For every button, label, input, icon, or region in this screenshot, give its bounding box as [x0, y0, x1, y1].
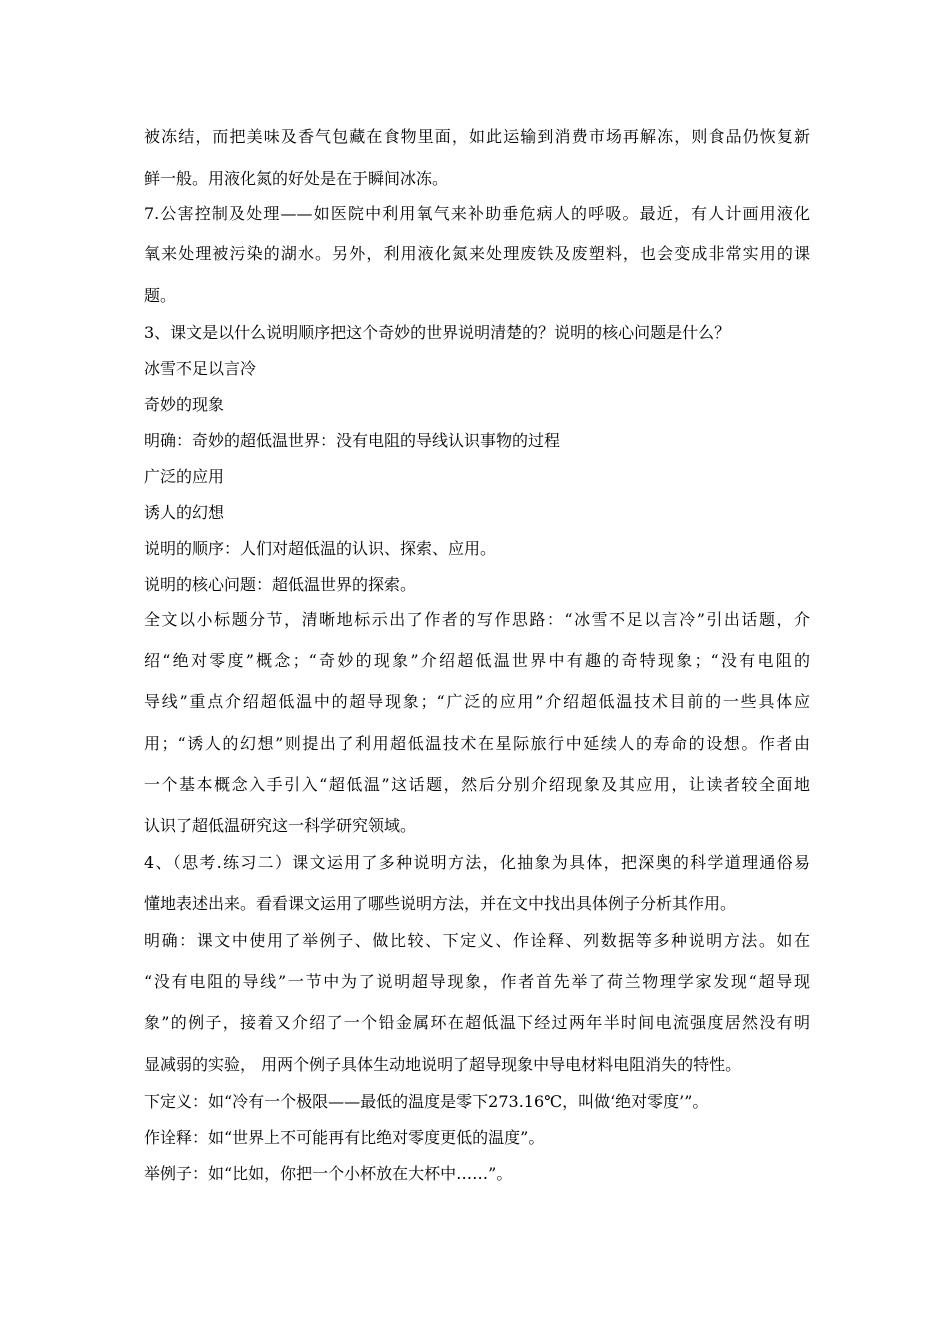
- text-line: 懂地表述出来。看看课文运用了哪些说明方法，并在文中找出具体例子分析其作用。: [144, 894, 737, 913]
- text-line: 7.公害控制及处理——如医院中利用氧气来补助垂危病人的呼吸。最近，有人计画用液化: [144, 204, 810, 223]
- text-line: 冰雪不足以言冷: [144, 359, 257, 378]
- text-line: 全文以小标题分节，清晰地标示出了作者的写作思路：“冰雪不足以言冷”引出话题，介: [144, 610, 810, 629]
- text-line: 氧来处理被污染的湖水。另外，利用液化氮来处理废铁及废塑料，也会变成非常实用的课: [144, 244, 810, 263]
- text-line: 认识了超低温研究这一科学研究领域。: [144, 816, 417, 835]
- text-line: 4、（思考.练习二）课文运用了多种说明方法，化抽象为具体，把深奥的科学道理通俗易: [144, 853, 810, 872]
- text-line: 说明的顺序：人们对超低温的认识、探索、应用。: [144, 539, 497, 558]
- text-line: 显减弱的实验， 用两个例子具体生动地说明了超导现象中导电材料电阻消失的特性。: [144, 1055, 742, 1074]
- text-line: 举例子：如“比如，你把一个小杯放在大杯中……”。: [144, 1164, 513, 1183]
- text-line: “没有电阻的导线”一节中为了说明超导现象，作者首先举了荷兰物理学家发现“超导现: [144, 972, 810, 991]
- text-line: 导线”重点介绍超低温中的超导现象；“广泛的应用”介绍超低温技术目前的一些具体应: [144, 692, 810, 711]
- text-line: 说明的核心问题：超低温世界的探索。: [144, 575, 417, 594]
- text-line: 广泛的应用: [144, 467, 225, 486]
- text-line: 诱人的幻想: [144, 503, 225, 522]
- text-line: 作诠释：如“世界上不可能再有比绝对零度更低的温度”。: [144, 1128, 545, 1147]
- text-line: 一个基本概念入手引入“超低温”这话题，然后分别介绍现象及其应用，让读者较全面地: [144, 775, 810, 794]
- text-line: 被冻结，而把美味及香气包藏在食物里面，如此运输到消费市场再解冻，则食品仍恢复新: [144, 127, 810, 146]
- text-line: 鲜一般。用液化氮的好处是在于瞬间冰冻。: [144, 169, 449, 188]
- text-line: 题。: [144, 286, 177, 305]
- text-line: 下定义：如“冷有一个极限——最低的温度是零下273.16℃，叫做‘绝对零度’”。: [144, 1092, 709, 1111]
- text-line: 绍“绝对零度”概念；“奇妙的现象”介绍超低温世界中有趣的奇特现象；“没有电阻的: [144, 651, 810, 670]
- text-line: 象”的例子，接着又介绍了一个铅金属环在超低温下经过两年半时间电流强度居然没有明: [144, 1013, 810, 1032]
- text-line: 奇妙的现象: [144, 395, 225, 414]
- text-line: 明确：奇妙的超低温世界：没有电阻的导线认识事物的过程: [144, 431, 561, 450]
- text-line: 用；“诱人的幻想”则提出了利用超低温技术在星际旅行中延续人的寿命的设想。作者由: [144, 734, 810, 753]
- text-line: 明确：课文中使用了举例子、做比较、下定义、作诠释、列数据等多种说明方法。如在: [144, 931, 810, 950]
- text-line: 3、课文是以什么说明顺序把这个奇妙的世界说明清楚的？说明的核心问题是什么？: [144, 323, 731, 342]
